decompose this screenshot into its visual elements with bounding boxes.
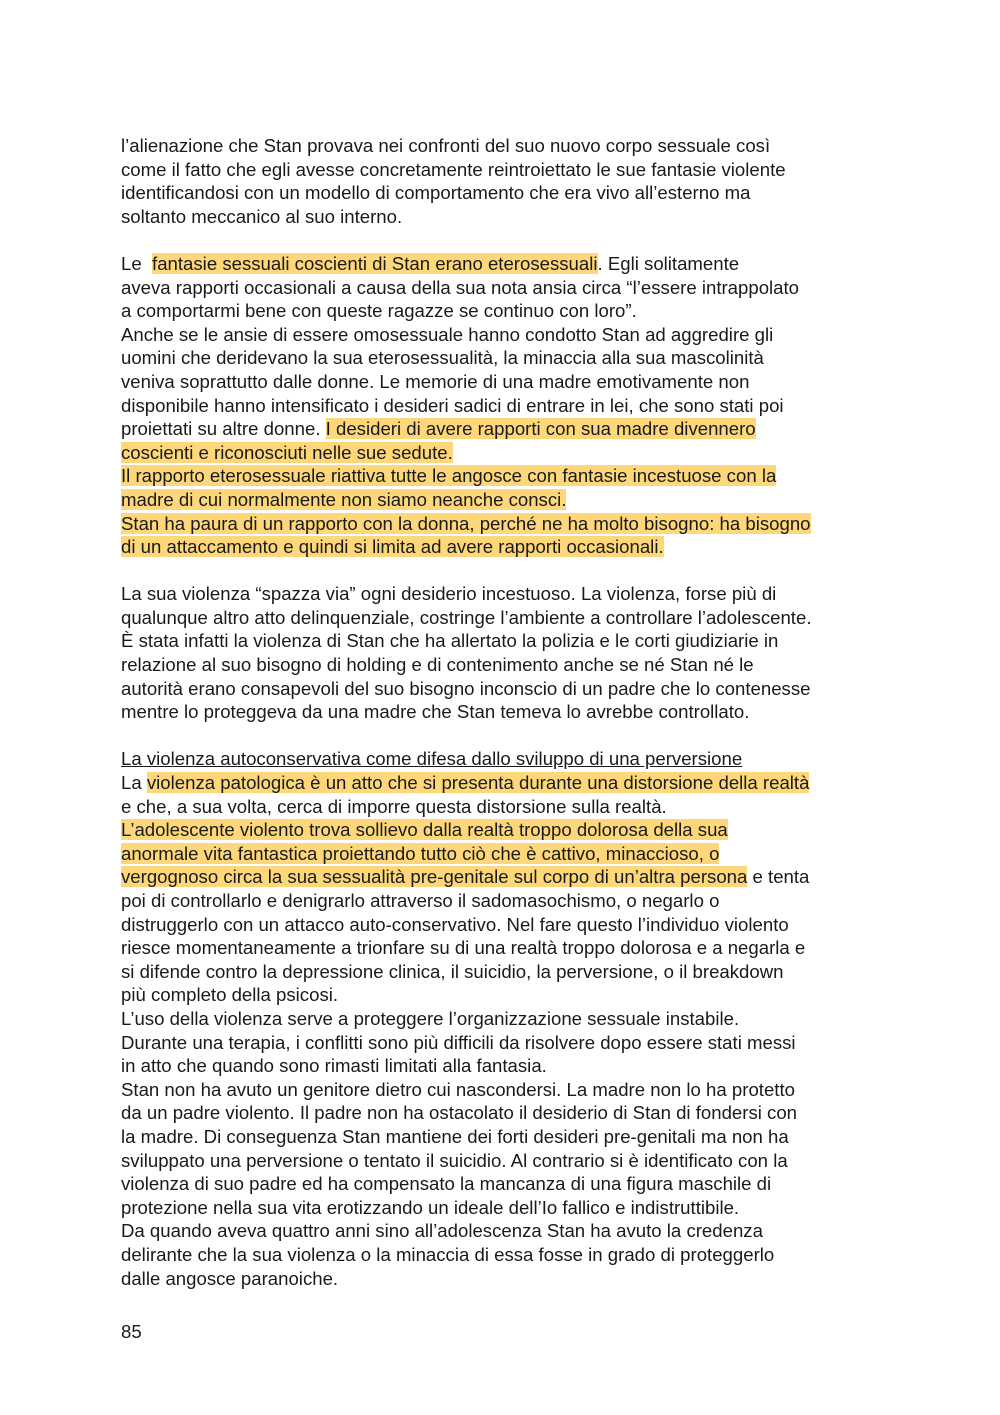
highlighted-text: madre di cui normalmente non siamo neanche consci. — [121, 488, 567, 510]
text-run: . Egli solitamente — [597, 252, 740, 274]
text-line: poi di controllarlo e denigrarlo attraverso il sadomasochismo, o negarlo o — [121, 890, 720, 911]
text-line: Durante una terapia, i conflitti sono più difficili da risolvere dopo essere stati messi — [121, 1031, 796, 1053]
highlighted-text: L’adolescente violento trova sollievo dalla realtà troppo dolorosa della sua — [121, 819, 728, 841]
text-run: Le — [121, 252, 142, 274]
highlighted-text: anormale vita fantastica proiettando tutto ciò che è cattivo, minaccioso, o — [121, 842, 720, 864]
page-body — [121, 134, 883, 1290]
text-line: L’uso della violenza serve a proteggere l’organizzazione sessuale instabile. — [121, 1007, 740, 1029]
text-line: Stan non ha avuto un genitore dietro cui nascondersi. La madre non lo ha protetto — [121, 1078, 795, 1100]
text-line — [121, 441, 883, 465]
text-line: identificandosi con un modello di comportamento che era vivo all’esterno ma — [121, 182, 751, 204]
highlighted-text: violenza patologica è un atto che si presenta durante una distorsione della realtà — [146, 772, 810, 794]
text-line — [121, 512, 883, 536]
text-line: in atto che quando sono rimasti limitati alla fantasia. — [121, 1055, 547, 1077]
text-line: Anche se le ansie di essere omosessuale hanno condotto Stan ad aggredire gli — [121, 323, 774, 345]
text-line — [121, 417, 883, 441]
text-line: qualunque altro atto delinquenziale, costringe l’ambiente a controllare l’adolescente. — [121, 606, 812, 628]
text-line — [121, 488, 883, 512]
text-line: relazione al suo bisogno di holding e di contenimento anche se né Stan né le — [121, 654, 754, 676]
paragraph-gap — [121, 724, 883, 748]
text-line: l’alienazione che Stan provava nei confronti del suo nuovo corpo sessuale così — [121, 135, 771, 156]
text-line: Da quando aveva quattro anni sino all’adolescenza Stan ha avuto la credenza — [121, 1220, 763, 1242]
highlighted-text: Il rapporto eterosessuale riattiva tutte le angosce con fantasie incestuose con la — [121, 465, 777, 487]
text-line — [121, 842, 883, 866]
text-line: veniva soprattutto dalle donne. Le memorie di una madre emotivamente non — [121, 370, 750, 392]
text-line — [121, 464, 883, 488]
text-line — [121, 252, 883, 276]
text-line: aveva rapporti occasionali a causa della sua nota ansia circa “l’essere intrappolato — [121, 276, 800, 298]
highlighted-text: vergognoso circa la sua sessualità pre-genitale sul corpo di un’altra persona — [121, 866, 748, 888]
text-line: e che, a sua volta, cerca di imporre questa distorsione sulla realtà. — [121, 795, 667, 817]
paragraph-gap — [121, 228, 883, 252]
text-line: più completo della psicosi. — [121, 984, 339, 1006]
text-line: disponibile hanno intensificato i desideri sadici di entrare in lei, che sono stati poi — [121, 394, 784, 416]
highlighted-text: fantasie sessuali coscienti di Stan erano eterosessuali — [152, 252, 598, 274]
text-line: a comportarmi bene con queste ragazze se continuo con loro”. — [121, 300, 637, 322]
text-line: autorità erano consapevoli del suo bisogno inconscio di un padre che lo contenesse — [121, 677, 811, 699]
text-line — [121, 818, 883, 842]
highlighted-text: Stan ha paura di un rapporto con la donna, perché ne ha molto bisogno: ha bisogno — [121, 512, 811, 534]
paragraph-gap — [121, 559, 883, 583]
text-line: violenza di suo padre ed ha compensato la mancanza di una figura maschile di — [121, 1173, 772, 1195]
text-line — [121, 865, 883, 889]
text-line: È stata infatti la violenza di Stan che ha allertato la polizia e le corti giudiziarie in — [121, 630, 779, 652]
text-run: proiettati su altre donne. — [121, 418, 321, 440]
paragraph-1 — [121, 134, 883, 228]
section-violence — [121, 747, 883, 1290]
text-line: sviluppato una perversione o tentato il suicidio. Al contrario si è identificato con la — [121, 1149, 788, 1171]
text-line: mentre lo proteggeva da una madre che Stan temeva lo avrebbe controllato. — [121, 701, 750, 723]
highlighted-text: di un attaccamento e quindi si limita ad avere rapporti occasionali. — [121, 536, 664, 558]
text-line: soltanto meccanico al suo interno. — [121, 205, 403, 227]
text-line: da un padre violento. Il padre non ha ostacolato il desiderio di Stan di fondersi con — [121, 1102, 798, 1124]
paragraph-3 — [121, 582, 883, 724]
text-run: La — [121, 772, 147, 794]
text-line — [121, 535, 883, 559]
text-line: protezione nella sua vita erotizzando un ideale dell’Io fallico e indistruttibile. — [121, 1196, 740, 1218]
page-number: 85 — [121, 1321, 142, 1342]
text-run: e tenta — [747, 866, 810, 888]
text-line: la madre. Di conseguenza Stan mantiene dei forti desideri pre-genitali ma non ha — [121, 1125, 789, 1147]
paragraph-2 — [121, 252, 883, 559]
text-line: La sua violenza “spazza via” ogni desiderio incestuoso. La violenza, forse più di — [121, 583, 777, 605]
highlighted-text: I desideri di avere rapporti con sua madre divennero — [325, 418, 756, 440]
section-heading: La violenza autoconservativa come difesa dallo sviluppo di una perversione — [121, 748, 743, 770]
highlighted-text: coscienti e riconosciuti nelle sue sedute. — [121, 441, 453, 463]
text-line: uomini che deridevano la sua eterosessualità, la minaccia alla sua mascolinità — [121, 347, 764, 369]
text-line: si difende contro la depressione clinica, il suicidio, la perversione, o il breakdown — [121, 960, 784, 982]
text-line: come il fatto che egli avesse concretamente reintroiettato le sue fantasie violente — [121, 158, 786, 180]
text-line: delirante che la sua violenza o la minaccia di essa fosse in grado di proteggerlo — [121, 1243, 775, 1265]
text-line: riesce momentaneamente a trionfare su di una realtà troppo dolorosa e a negarla e — [121, 937, 806, 959]
text-line: dalle angosce paranoiche. — [121, 1267, 339, 1289]
text-line — [121, 771, 883, 795]
text-line: distruggerlo con un attacco auto-conservativo. Nel fare questo l’individuo violento — [121, 913, 789, 935]
